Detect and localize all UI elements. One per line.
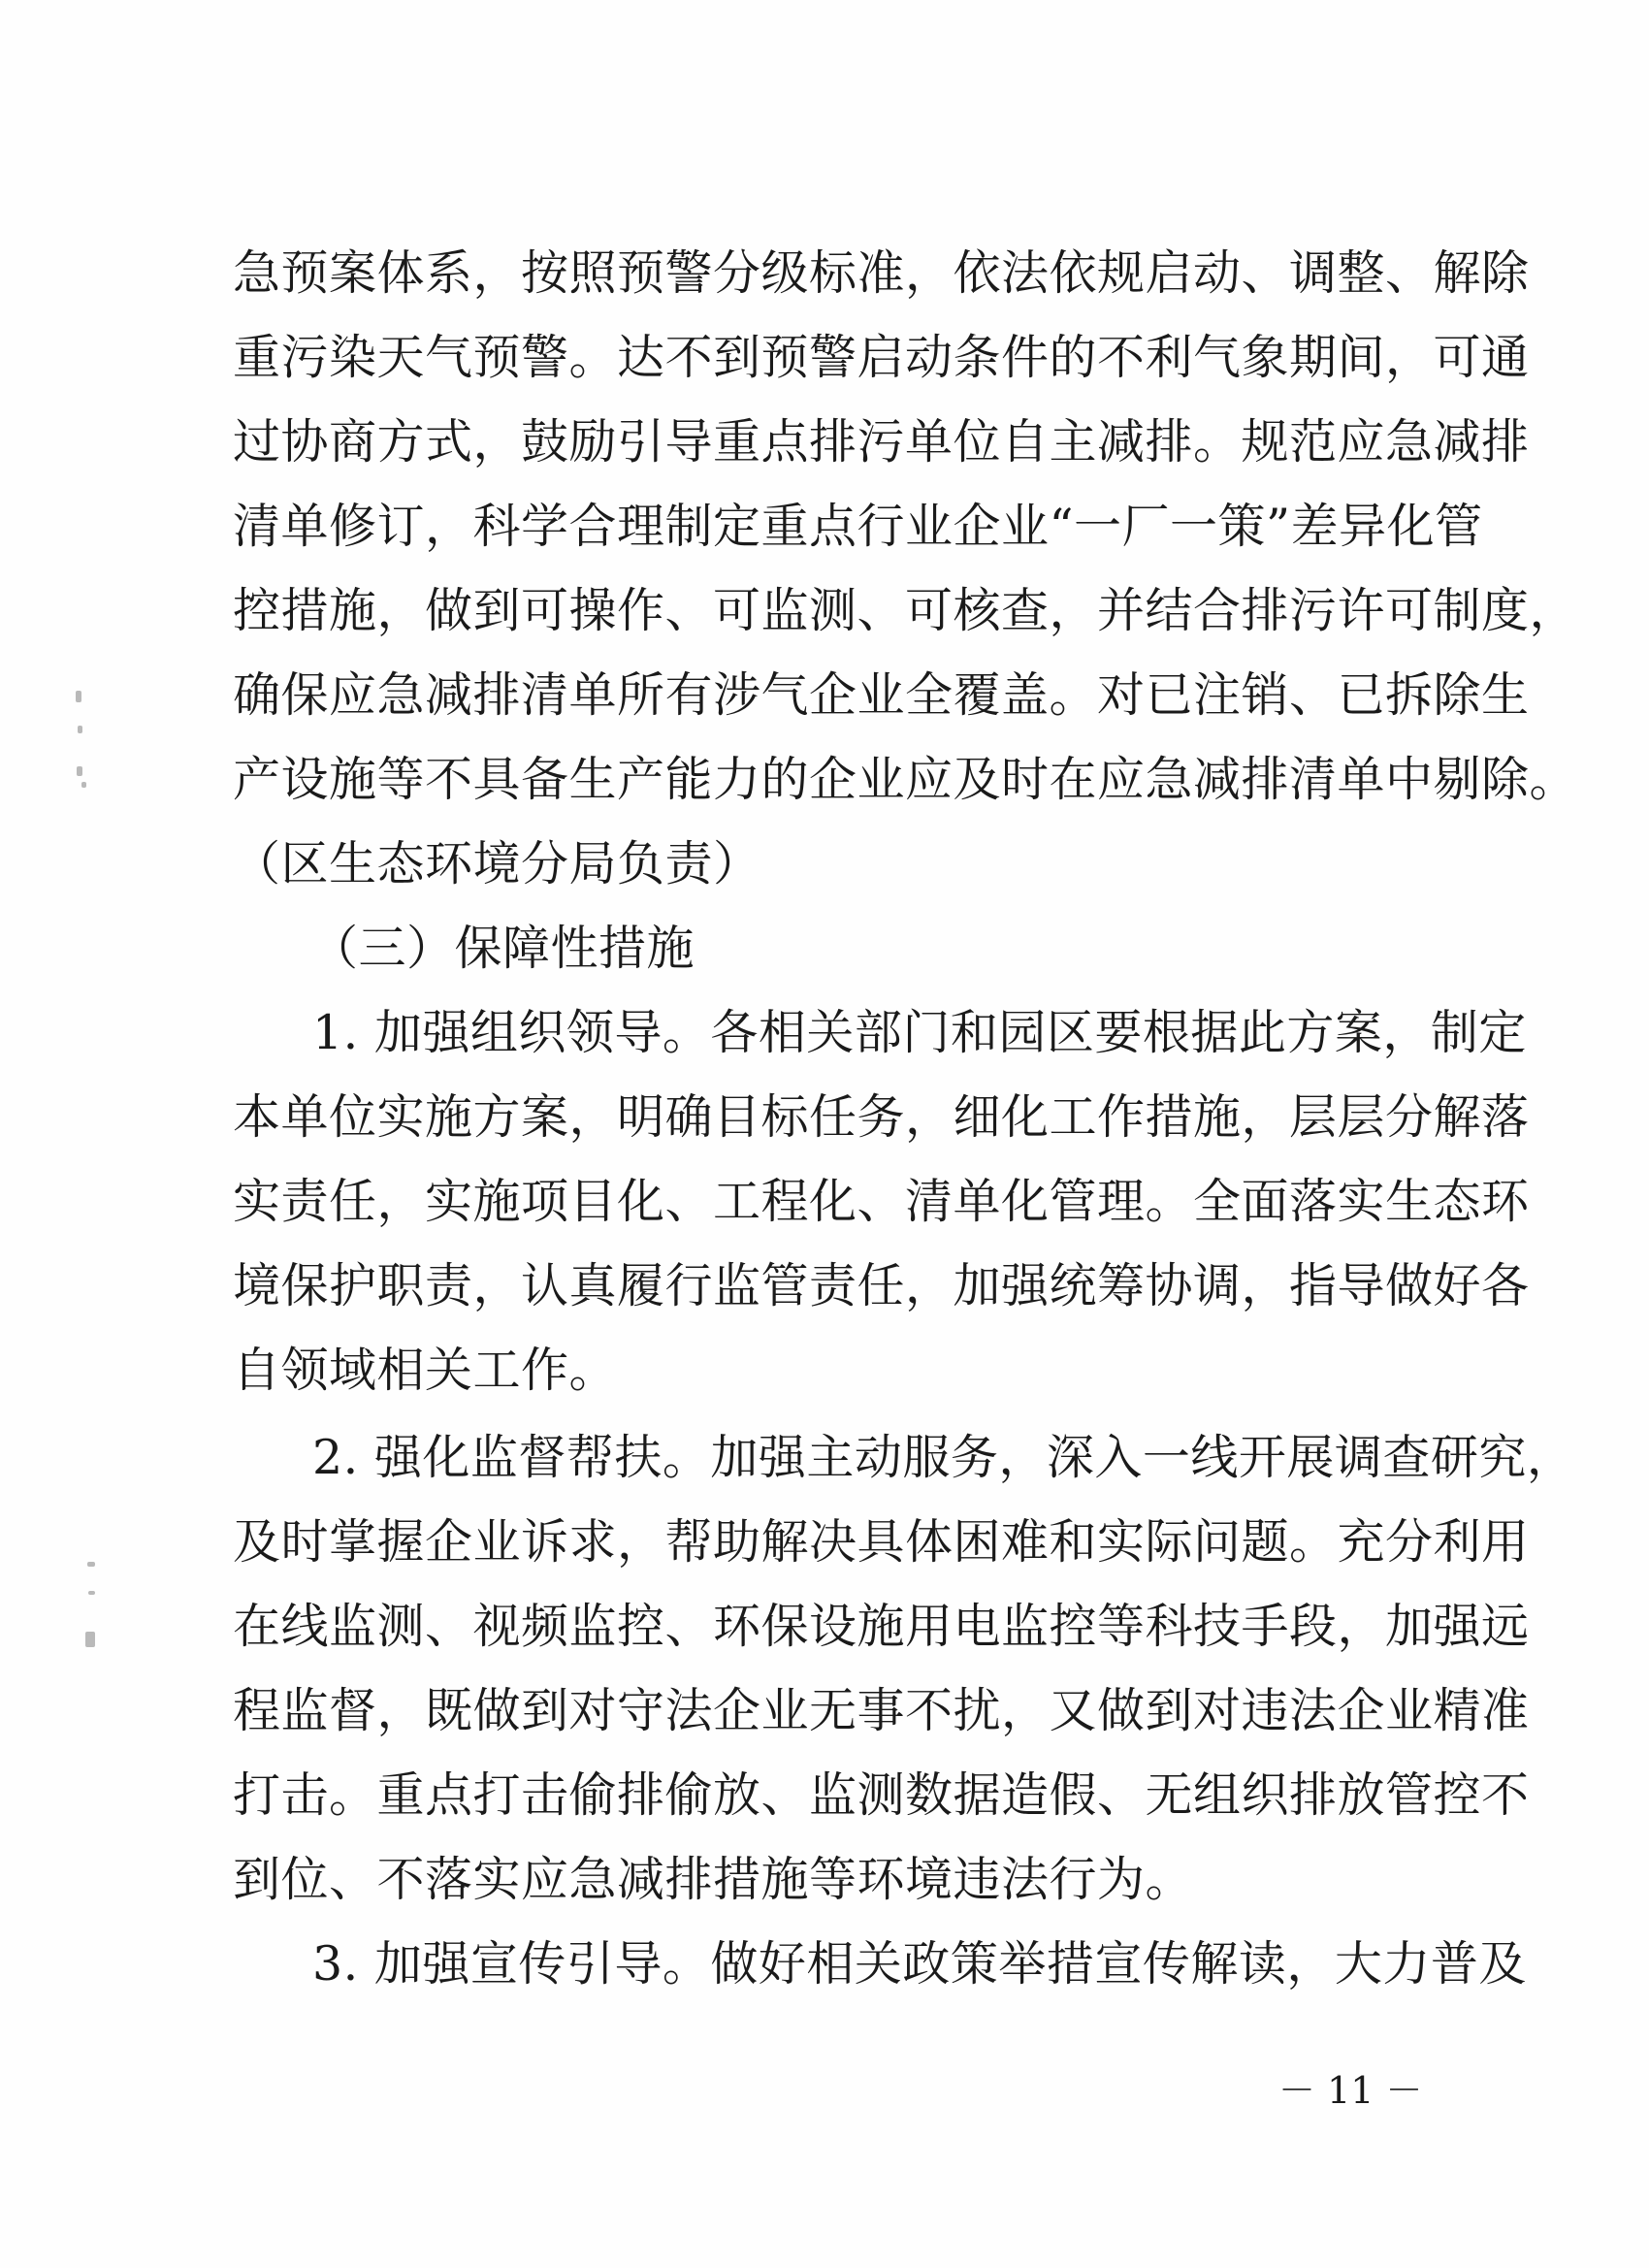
paragraph-line: 本单位实施方案，明确目标任务，细化工作措施，层层分解落 xyxy=(233,1089,1530,1145)
paragraph-line: 清单修订，科学合理制定重点行业企业“一厂一策”差异化管 xyxy=(233,499,1483,554)
paragraph-line: 自领域相关工作。 xyxy=(233,1343,618,1398)
paragraph-line: 急预案体系，按照预警分级标准，依法依规启动、调整、解除 xyxy=(233,245,1530,301)
paragraph-line: 确保应急减排清单所有涉气企业全覆盖。对已注销、已拆除生 xyxy=(233,667,1530,723)
section-heading: （三）保障性措施 xyxy=(310,921,695,976)
paragraph-line: 3. 加强宣传引导。做好相关政策举措宣传解读，大力普及 xyxy=(312,1936,1527,1992)
paragraph-line: 到位、不落实应急减排措施等环境违法行为。 xyxy=(233,1852,1194,1907)
paragraph-line: 2. 强化监督帮扶。加强主动服务，深入一线开展调查研究， xyxy=(312,1430,1575,1485)
paragraph-line: 在线监测、视频监控、环保设施用电监控等科技手段，加强远 xyxy=(233,1599,1530,1654)
paragraph-line: 控措施，做到可操作、可监测、可核查，并结合排污许可制度， xyxy=(233,583,1578,638)
paragraph-line: （区生态环境分局负责） xyxy=(233,836,761,891)
paragraph-line: 打击。重点打击偷排偷放、监测数据造假、无组织排放管控不 xyxy=(233,1767,1530,1823)
binding-mark xyxy=(88,1591,95,1595)
paragraph-line: 1. 加强组织领导。各相关部门和园区要根据此方案，制定 xyxy=(312,1005,1527,1060)
binding-mark xyxy=(87,1562,95,1567)
paragraph-line: 产设施等不具备生产能力的企业应及时在应急减排清单中剔除。 xyxy=(233,752,1578,807)
binding-mark xyxy=(85,1632,95,1647)
binding-mark xyxy=(76,691,81,702)
page-number: － 11 － xyxy=(1278,2069,1423,2112)
paragraph-line: 实责任，实施项目化、工程化、清单化管理。全面落实生态环 xyxy=(233,1174,1530,1229)
paragraph-line: 过协商方式，鼓励引导重点排污单位自主减排。规范应急减排 xyxy=(233,414,1530,470)
paragraph-line: 重污染天气预警。达不到预警启动条件的不利气象期间，可通 xyxy=(233,330,1530,385)
binding-mark xyxy=(81,782,86,788)
paragraph-line: 境保护职责，认真履行监管责任，加强统筹协调，指导做好各 xyxy=(233,1258,1530,1313)
binding-mark xyxy=(77,766,82,776)
binding-mark xyxy=(78,726,82,733)
paragraph-line: 程监督，既做到对守法企业无事不扰，又做到对违法企业精准 xyxy=(233,1683,1530,1738)
paragraph-line: 及时掌握企业诉求，帮助解决具体困难和实际问题。充分利用 xyxy=(233,1514,1530,1570)
